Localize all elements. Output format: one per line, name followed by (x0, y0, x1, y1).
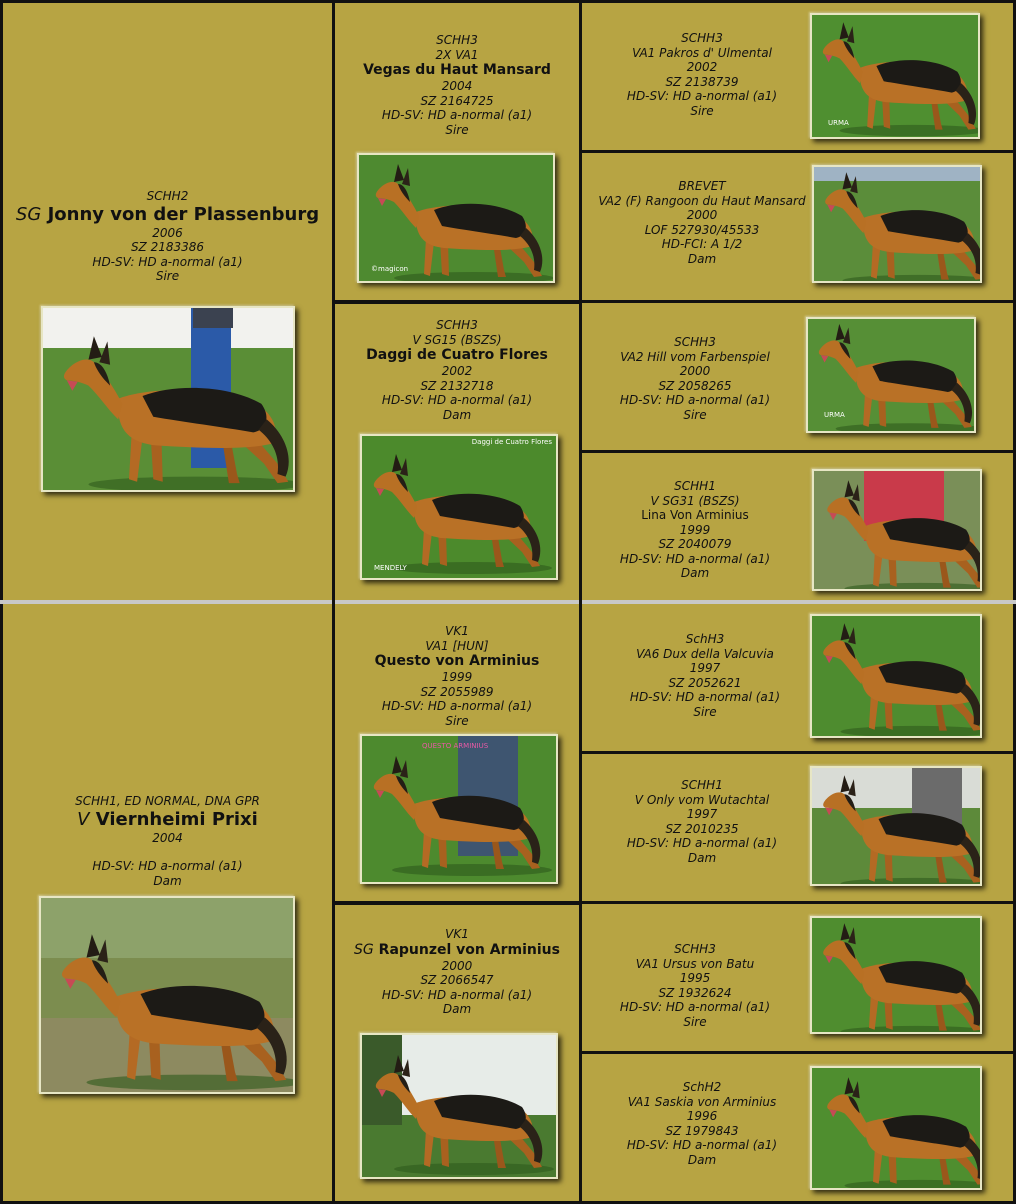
gen3-cell-5 (582, 604, 1013, 751)
gen2-reg: SZ 2164725 (420, 93, 494, 108)
gen3-year: 1995 (679, 971, 711, 985)
gen3-cell-2 (582, 153, 1013, 300)
gen3-photo-2[interactable] (812, 165, 982, 283)
gen3-year: 2002 (686, 60, 718, 74)
gen2-name: Rapunzel von Arminius (378, 941, 560, 958)
sire-title: SCHH2 (146, 189, 189, 203)
gen2-title: SCHH3 (436, 33, 478, 47)
gen3-photo-3[interactable] (806, 317, 976, 433)
gen3-photo-5[interactable] (810, 614, 982, 738)
gen3-photo-6[interactable] (810, 766, 982, 886)
gen2-info-1 (335, 33, 579, 137)
gen2-photo-3[interactable] (360, 734, 558, 884)
gen2-role: Dam (442, 407, 472, 422)
gen3-role: Sire (690, 103, 714, 118)
gen3-cell-3 (582, 303, 1013, 450)
gen3-reg: SZ 2138739 (665, 74, 739, 89)
dam-info (3, 794, 332, 888)
gen3-info-8 (582, 1080, 822, 1167)
gen2-hips: HD-SV: HD a-normal (a1) (381, 699, 533, 713)
gen2-info-2 (335, 318, 579, 422)
grid-line (579, 0, 582, 1204)
grid-line (582, 751, 1013, 754)
gen2-info-3 (335, 624, 579, 728)
sire-photo[interactable] (41, 306, 295, 492)
gen2-cell-3 (335, 604, 579, 901)
gen3-role: Dam (687, 251, 717, 266)
gen3-name[interactable]: VA2 (F) Rangoon du Haut Mansard (598, 193, 806, 208)
sire-rating: SG (15, 203, 42, 225)
gen3-title: SchH3 (685, 632, 725, 646)
gen2-cell-4 (335, 905, 579, 1201)
gen3-reg: SZ 2052621 (668, 675, 742, 690)
gen3-role: Sire (683, 407, 707, 422)
gen3-reg: SZ 1932624 (658, 985, 732, 1000)
gen2-award: VA1 [HUN] (425, 638, 489, 653)
gen2-rating: SG (354, 941, 374, 958)
photo-caption: ©magicon (371, 265, 409, 273)
gen2-role: Dam (442, 1002, 472, 1016)
grid-line (582, 450, 1013, 453)
gen2-hips: HD-SV: HD a-normal (a1) (381, 987, 533, 1002)
gen3-info-5 (582, 632, 828, 719)
gen3-photo-4[interactable] (812, 469, 982, 591)
grid-line (0, 0, 1016, 3)
gen3-photo-7[interactable] (810, 916, 982, 1034)
sire-year: 2006 (152, 225, 183, 240)
gen3-role: Sire (683, 1014, 707, 1029)
gen3-reg: SZ 2058265 (658, 378, 732, 393)
gen3-name[interactable]: VA1 Pakros d' Ulmental (632, 45, 772, 60)
gen2-award: V SG15 (BSZS) (412, 332, 502, 347)
photo-caption: URMA (828, 119, 849, 127)
gen3-title: BREVET (678, 179, 726, 193)
grid-line (335, 300, 579, 304)
gen3-year: 1997 (686, 807, 718, 821)
gen2-name[interactable]: Vegas du Haut Mansard (363, 62, 551, 78)
grid-line (335, 901, 579, 905)
dam-name: Viernheimi Prixi (95, 808, 258, 830)
gen3-name[interactable]: VA6 Dux della Valcuvia (636, 646, 774, 661)
gen3-role: Dam (687, 1152, 717, 1167)
gen3-title: SCHH3 (674, 335, 716, 349)
gen3-cell-1 (582, 3, 1013, 150)
photo-caption-2: MENDELY (374, 564, 407, 572)
gen3-name[interactable]: VA1 Saskia von Arminius (627, 1094, 777, 1109)
dam-title: SCHH1, ED NORMAL, DNA GPR (75, 794, 260, 808)
sire-hips: HD-SV: HD a-normal (a1) (92, 254, 243, 269)
gen2-photo-4[interactable] (360, 1033, 558, 1179)
gen3-reg: SZ 2040079 (658, 537, 732, 551)
gen3-role: Dam (687, 850, 717, 865)
dam-rating: V (77, 808, 90, 830)
gen3-year: 2000 (679, 364, 711, 378)
gen3-title: SCHH1 (674, 479, 716, 493)
gen3-hips: HD-SV: HD a-normal (a1) (626, 89, 778, 103)
gen2-hips: HD-SV: HD a-normal (a1) (381, 108, 533, 122)
gen3-cell-8 (582, 1054, 1013, 1201)
gen2-cell-2 (335, 304, 579, 600)
dam-hips: HD-SV: HD a-normal (a1) (92, 859, 243, 873)
gen2-name[interactable]: Questo von Arminius (374, 653, 540, 669)
photo-caption: QUESTO ARMINIUS (422, 742, 489, 750)
gen3-info-3 (582, 335, 808, 422)
sire-role: Sire (155, 269, 180, 283)
gen2-role: Sire (445, 713, 469, 728)
gen3-info-7 (582, 942, 808, 1029)
gen3-hips: HD-SV: HD a-normal (a1) (626, 836, 778, 850)
gen3-cell-6 (582, 754, 1013, 901)
gen2-title: VK1 (445, 624, 469, 638)
gen2-name-line[interactable] (335, 942, 579, 959)
gen3-info-4 (582, 479, 808, 581)
gen3-reg: SZ 1979843 (665, 1123, 739, 1138)
grid-line (582, 1051, 1013, 1054)
gen2-info-4 (335, 927, 579, 1017)
gen3-name[interactable]: VA2 Hill vom Farbenspiel (620, 349, 770, 364)
photo-caption: URMA (824, 411, 845, 419)
gen3-hips: HD-SV: HD a-normal (a1) (626, 1138, 778, 1152)
gen3-name[interactable]: V Only vom Wutachtal (634, 792, 770, 807)
gen3-reg: SZ 2010235 (665, 821, 739, 836)
gen2-year: 2004 (441, 79, 473, 93)
gen3-hips: HD-FCI: A 1/2 (661, 237, 743, 251)
gen2-title: SCHH3 (436, 318, 478, 332)
photo-caption: Daggi de Cuatro Flores (471, 438, 552, 446)
gen2-reg: SZ 2066547 (420, 973, 494, 987)
gen2-hips: HD-SV: HD a-normal (a1) (381, 393, 533, 407)
sire-reg: SZ 2183386 (130, 240, 205, 254)
gen2-year: 1999 (441, 670, 473, 684)
gen3-award: V SG31 (BSZS) (650, 493, 740, 508)
gen2-year: 2002 (441, 364, 473, 378)
grid-line (582, 150, 1013, 153)
dam-cell (3, 604, 332, 1201)
dam-photo[interactable] (39, 896, 295, 1094)
sire-name-line[interactable] (3, 204, 332, 226)
gen2-role: Sire (445, 122, 469, 137)
dam-role: Dam (153, 873, 182, 888)
gen2-reg: SZ 2132718 (420, 378, 494, 393)
gen3-role: Dam (680, 566, 710, 580)
grid-line (332, 0, 335, 1204)
sire-cell (3, 3, 332, 600)
gen3-role: Sire (693, 704, 717, 719)
gen2-cell-1 (335, 3, 579, 300)
gen2-photo-1[interactable] (357, 153, 555, 283)
sire-name: Jonny von der Plassenburg (47, 203, 320, 225)
gen3-name[interactable]: VA1 Ursus von Batu (635, 956, 755, 971)
sire-info (3, 189, 332, 284)
gen3-title: SchH2 (682, 1080, 722, 1094)
gen2-reg: SZ 2055989 (420, 684, 494, 699)
gen3-year: 1999 (679, 522, 711, 537)
gen3-info-6 (582, 778, 822, 865)
gen3-photo-1[interactable] (810, 13, 980, 139)
gen3-title: SCHH3 (681, 31, 723, 45)
dam-year: 2004 (152, 830, 183, 845)
grid-line (582, 901, 1013, 904)
gen3-hips: HD-SV: HD a-normal (a1) (629, 690, 781, 704)
gen2-award: 2X VA1 (435, 47, 479, 62)
gen3-hips: HD-SV: HD a-normal (a1) (619, 1000, 771, 1014)
gen2-title: VK1 (445, 927, 469, 941)
gen2-name[interactable]: Daggi de Cuatro Flores (366, 347, 548, 363)
gen2-year: 2000 (441, 958, 473, 973)
gen3-cell-4 (582, 453, 1013, 600)
grid-line (0, 600, 1016, 604)
gen2-photo-2[interactable] (360, 434, 558, 580)
gen3-year: 1996 (686, 1109, 718, 1123)
dam-name-line[interactable] (3, 809, 332, 831)
gen3-title: SCHH3 (674, 942, 716, 956)
gen3-cell-7 (582, 904, 1013, 1051)
gen3-reg: LOF 527930/45533 (644, 222, 760, 237)
gen3-title: SCHH1 (681, 778, 723, 792)
grid-line (582, 300, 1013, 303)
gen3-info-2 (582, 179, 822, 266)
gen3-year: 2000 (686, 208, 718, 222)
gen3-photo-8[interactable] (810, 1066, 982, 1190)
gen3-year: 1997 (689, 661, 721, 675)
gen3-hips: HD-SV: HD a-normal (a1) (619, 393, 771, 407)
gen3-info-1 (582, 31, 822, 118)
gen3-hips: HD-SV: HD a-normal (a1) (619, 551, 771, 566)
gen3-name[interactable]: Lina Von Arminius (641, 508, 749, 522)
